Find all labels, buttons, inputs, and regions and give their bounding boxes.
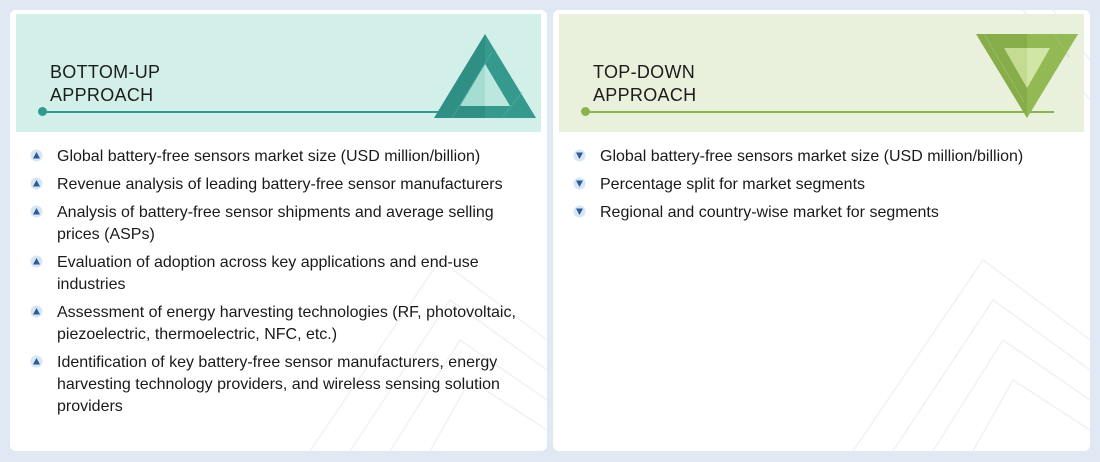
- list-item: [30, 146, 530, 168]
- top-down-header: [559, 14, 1084, 132]
- title-line-1: BOTTOM-UP: [50, 62, 161, 82]
- list-item: [30, 352, 530, 418]
- triangle-down-bullet-icon: [573, 149, 586, 162]
- list-item-text: Global battery-free sensors market size (USD million/billion): [57, 148, 481, 165]
- list-item: [30, 202, 530, 246]
- top-down-panel: [553, 10, 1090, 451]
- triangle-up-bullet-icon: [30, 177, 43, 190]
- list-item: [30, 252, 530, 296]
- bottom-up-panel: [10, 10, 547, 451]
- list-item: [30, 302, 530, 346]
- triangle-down-bullet-icon: [573, 177, 586, 190]
- title-line-2: APPROACH: [593, 85, 697, 105]
- top-down-list: [573, 146, 1073, 230]
- list-item-text: Identification of key battery-free sensor manufacturers, energy harvesting technology providers, and wireless sensing solution providers: [57, 354, 500, 415]
- triangle-up-bullet-icon: [30, 305, 43, 318]
- list-item: [573, 202, 1073, 224]
- list-item-text: Percentage split for market segments: [600, 176, 866, 193]
- list-item-text: Evaluation of adoption across key applications and end-use industries: [57, 254, 479, 293]
- title-line-2: APPROACH: [50, 85, 154, 105]
- list-item-text: Analysis of battery-free sensor shipments and average selling prices (ASPs): [57, 204, 494, 243]
- list-item-text: Revenue analysis of leading battery-free sensor manufacturers: [57, 176, 503, 193]
- bottom-up-list: [30, 146, 530, 424]
- title-line-1: TOP-DOWN: [593, 62, 696, 82]
- list-item: [30, 174, 530, 196]
- list-item-text: Assessment of energy harvesting technologies (RF, photovoltaic, piezoelectric, thermoelectric, NFC, etc.): [57, 304, 516, 343]
- top-down-title: [593, 61, 696, 107]
- rule-dot: [38, 107, 47, 116]
- bottom-up-title: [50, 61, 160, 107]
- list-item-text: Regional and country-wise market for segments: [600, 204, 939, 221]
- bottom-up-header: [16, 14, 541, 132]
- triangle-up-icon: [432, 32, 538, 120]
- triangle-down-icon: [974, 32, 1080, 120]
- triangle-up-bullet-icon: [30, 149, 43, 162]
- triangle-up-bullet-icon: [30, 255, 43, 268]
- list-item: [573, 146, 1073, 168]
- rule-dot: [581, 107, 590, 116]
- list-item: [573, 174, 1073, 196]
- triangle-up-bullet-icon: [30, 355, 43, 368]
- triangle-down-bullet-icon: [573, 205, 586, 218]
- list-item-text: Global battery-free sensors market size (USD million/billion): [600, 148, 1024, 165]
- triangle-up-bullet-icon: [30, 205, 43, 218]
